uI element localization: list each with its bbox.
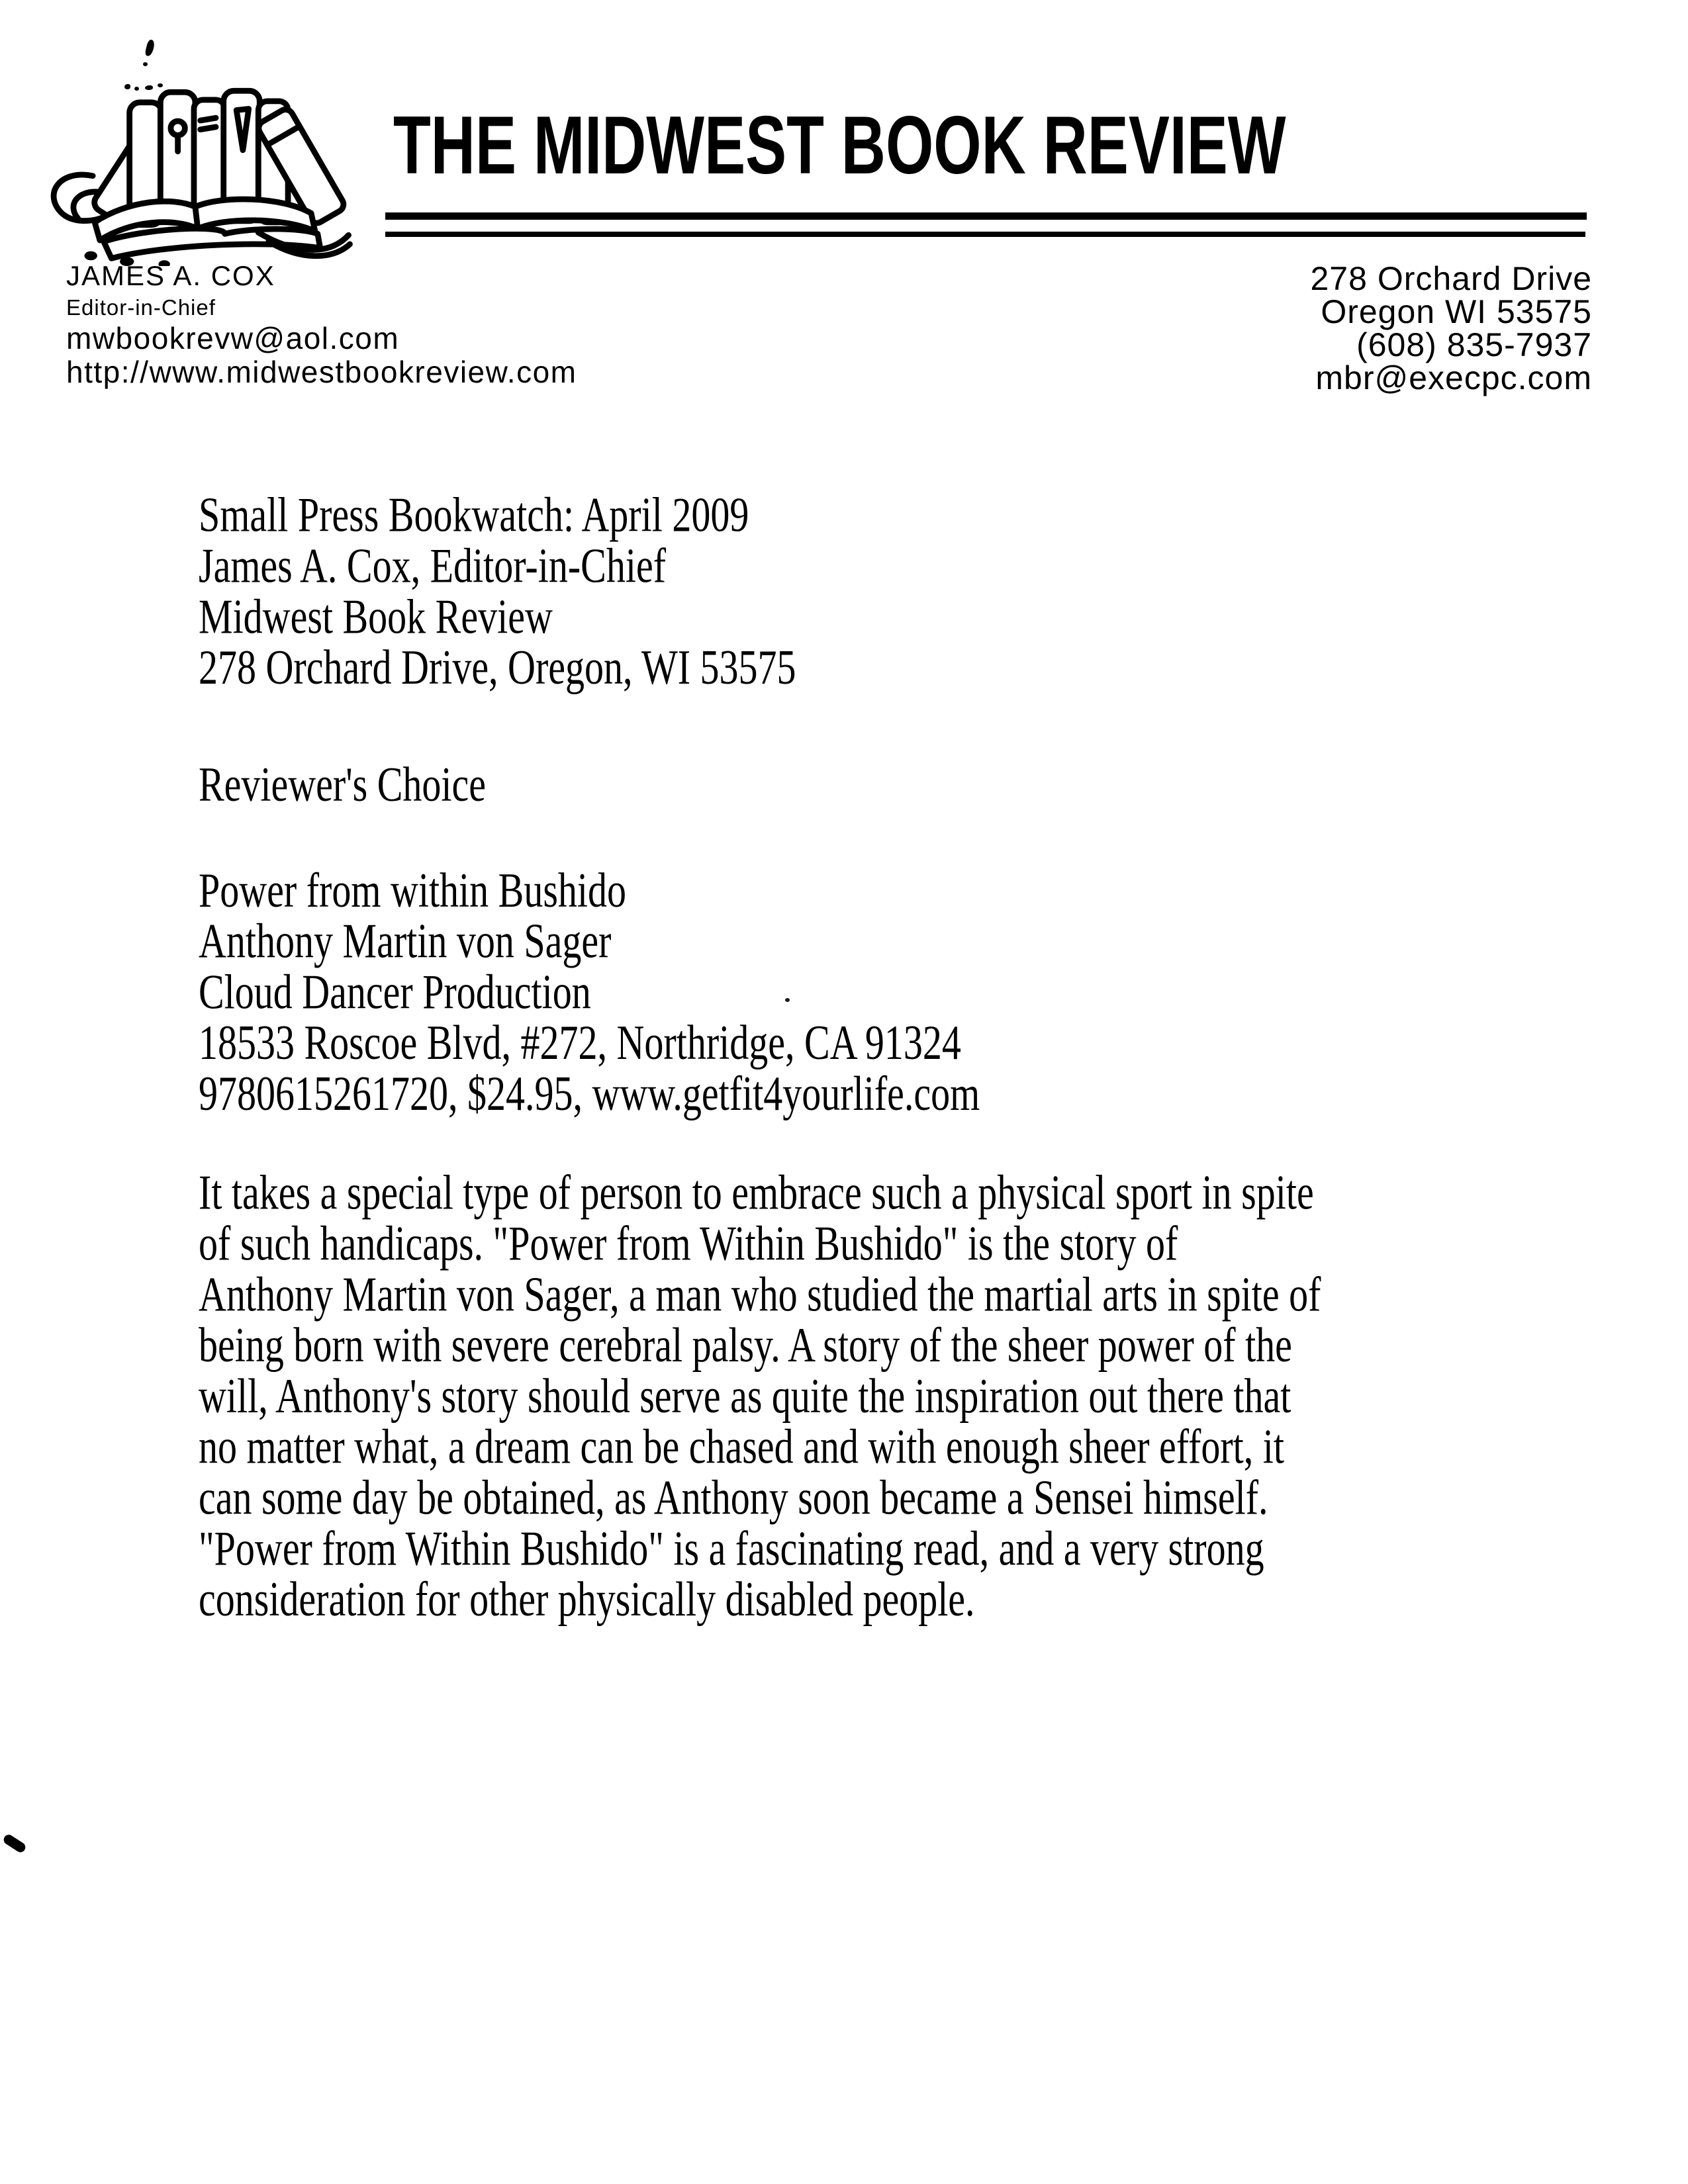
review-line: "Power from Within Bushido" is a fascinating read, and a very strong xyxy=(199,1520,1264,1576)
scan-artifact xyxy=(134,87,139,91)
book-info-block xyxy=(199,862,1321,1121)
letter-header-block xyxy=(199,487,1321,695)
org-email: mbr@execpc.com xyxy=(1315,359,1592,396)
scan-artifact xyxy=(785,998,790,1002)
organization-name: THE MIDWEST BOOK REVIEW xyxy=(393,100,1286,191)
review-line: no matter what, a dream can be chased and with enough sheer effort, it xyxy=(199,1419,1285,1475)
book-author: Anthony Martin von Sager xyxy=(199,913,612,969)
contact-block-left xyxy=(66,258,577,389)
review-line: consideration for other physically disabled people. xyxy=(199,1571,975,1627)
books-stack-icon xyxy=(30,73,355,266)
scan-artifact xyxy=(158,83,163,87)
org-phone: (608) 835-7937 xyxy=(1356,326,1592,363)
book-address: 18533 Roscoe Blvd, #272, Northridge, CA 91324 xyxy=(199,1015,961,1070)
scan-artifact xyxy=(144,39,156,57)
book-title: Power from within Bushido xyxy=(199,862,627,918)
review-line: of such handicaps. "Power from Within Bushido" is the story of xyxy=(199,1215,1178,1271)
scan-artifact xyxy=(124,84,130,89)
letter-header-line: James A. Cox, Editor-in-Chief xyxy=(199,537,667,594)
review-line: Anthony Martin von Sager, a man who studied the martial arts in spite of xyxy=(199,1266,1321,1322)
contact-block-right xyxy=(1311,262,1593,394)
letter-header-line: Small Press Bookwatch: April 2009 xyxy=(199,487,749,543)
editor-title: Editor-in-Chief xyxy=(66,295,216,320)
section-heading-block xyxy=(199,756,1321,812)
review-line: being born with severe cerebral palsy. A story of the sheer power of the xyxy=(199,1317,1292,1373)
scan-artifact xyxy=(143,62,148,66)
review-line: It takes a special type of person to embrace such a physical sport in spite xyxy=(199,1165,1314,1220)
letterhead-rule-top xyxy=(385,212,1587,220)
editor-name: JAMES A. COX xyxy=(66,260,275,291)
letter-header-line: Midwest Book Review xyxy=(199,588,553,644)
book-isbn-price: 9780615261720, $24.95, www.getfit4yourlife.com xyxy=(199,1066,980,1121)
scan-artifact xyxy=(2,1833,27,1854)
book-publisher: Cloud Dancer Production xyxy=(199,964,591,1019)
letter-body xyxy=(199,487,1321,1627)
org-address-line2: Oregon WI 53575 xyxy=(1321,293,1592,330)
review-paragraph xyxy=(199,1167,1321,1625)
editor-email: mwbookrevw@aol.com xyxy=(66,321,400,355)
org-address-line1: 278 Orchard Drive xyxy=(1310,260,1592,297)
letterhead-rule-bottom xyxy=(385,232,1585,237)
letter-header-line: 278 Orchard Drive, Oregon, WI 53575 xyxy=(199,639,796,695)
editor-website: http://www.midwestbookreview.com xyxy=(66,355,577,389)
section-heading: Reviewer's Choice xyxy=(199,756,487,812)
review-line: can some day be obtained, as Anthony soon became a Sensei himself. xyxy=(199,1469,1268,1525)
review-line: will, Anthony's story should serve as quite the inspiration out there that xyxy=(199,1368,1291,1424)
